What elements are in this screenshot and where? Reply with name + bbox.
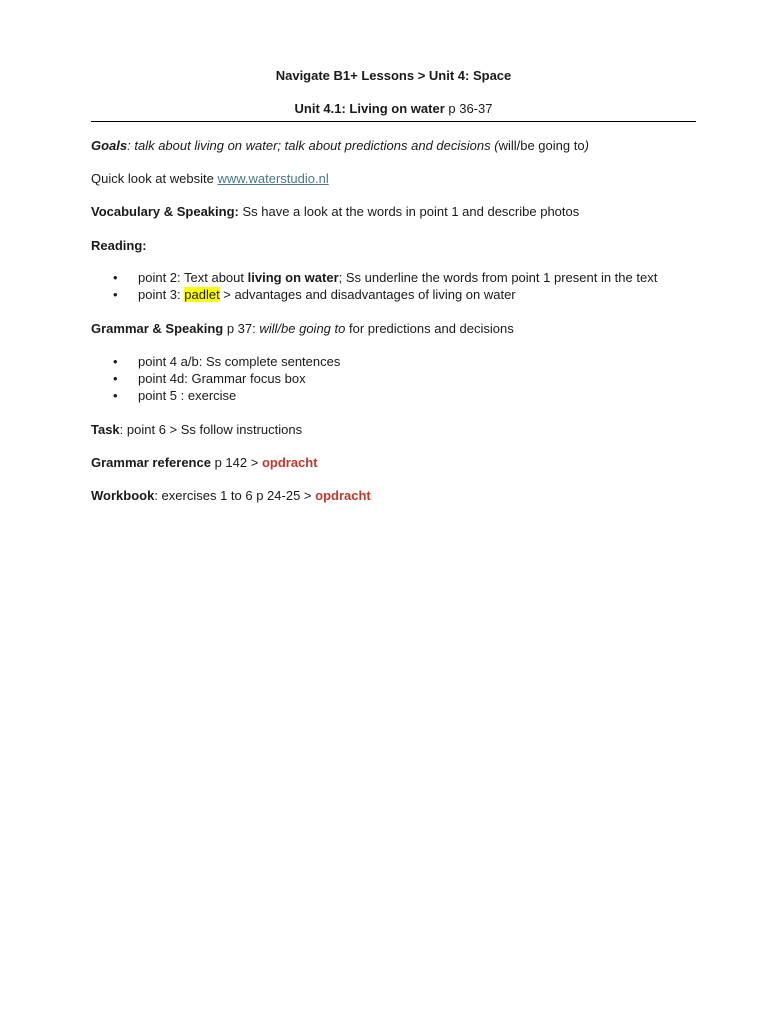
website-prefix: Quick look at website xyxy=(91,171,218,186)
bullet-icon: • xyxy=(113,388,118,403)
highlighted-word: padlet xyxy=(184,287,220,302)
list-item xyxy=(91,286,696,303)
grammar-reference-label: Grammar reference xyxy=(91,455,211,470)
task-text: : point 6 > Ss follow instructions xyxy=(119,422,303,437)
list-item-text: point 4 a/b: Ss complete sentences xyxy=(138,354,341,369)
unit-heading-pages: p 36-37 xyxy=(444,101,493,116)
list-item xyxy=(91,387,696,404)
unit-heading-bold: Unit 4.1: Living on water xyxy=(294,101,445,116)
grammar-label: Grammar & Speaking xyxy=(91,321,224,336)
vocab-text: Ss have a look at the words in point 1 and describe photos xyxy=(238,204,580,219)
grammar-list xyxy=(91,353,696,404)
goals-plain: will/be going to xyxy=(498,138,585,153)
list-item-text: ; Ss underline the words from point 1 present in the text xyxy=(338,270,658,285)
bullet-icon: • xyxy=(113,287,118,302)
grammar-reference-text: p 142 > xyxy=(210,455,262,470)
list-item-bold: living on water xyxy=(247,270,339,285)
task-line xyxy=(91,420,696,440)
bullet-icon: • xyxy=(113,270,118,285)
list-item xyxy=(91,269,696,286)
reading-label: Reading: xyxy=(91,238,147,253)
list-item-text: point 2: Text about xyxy=(138,270,248,285)
reading-heading xyxy=(91,236,696,256)
goals-close: ) xyxy=(584,138,589,153)
page-title: Navigate B1+ Lessons > Unit 4: Space xyxy=(275,68,512,83)
workbook-label: Workbook xyxy=(91,488,155,503)
unit-heading xyxy=(91,99,696,122)
goals-text: : talk about living on water; talk about predictions and decisions ( xyxy=(127,138,499,153)
list-item xyxy=(91,353,696,370)
grammar-pre: p 37: xyxy=(223,321,260,336)
list-item-text: point 5 : exercise xyxy=(138,388,237,403)
goals-label: Goals xyxy=(91,138,128,153)
goals-line xyxy=(91,136,696,156)
vocab-label: Vocabulary & Speaking: xyxy=(91,204,239,219)
reading-list xyxy=(91,269,696,303)
grammar-italic: will/be going to xyxy=(259,321,346,336)
grammar-reference-link[interactable]: opdracht xyxy=(261,455,318,470)
grammar-reference-line xyxy=(91,453,696,473)
list-item-text: point 4d: Grammar focus box xyxy=(138,371,306,386)
grammar-post: for predictions and decisions xyxy=(345,321,514,336)
workbook-text: : exercises 1 to 6 p 24-25 > xyxy=(154,488,316,503)
workbook-link[interactable]: opdracht xyxy=(315,488,371,503)
website-line xyxy=(91,169,696,189)
bullet-icon: • xyxy=(113,371,118,386)
vocab-line xyxy=(91,202,696,222)
grammar-line xyxy=(91,319,696,339)
list-item-text: > advantages and disadvantages of living on water xyxy=(219,287,516,302)
document-page xyxy=(91,66,696,506)
website-link[interactable]: www.waterstudio.nl xyxy=(217,171,329,186)
bullet-icon: • xyxy=(113,354,118,369)
list-item-text: point 3: xyxy=(138,287,185,302)
list-item xyxy=(91,370,696,387)
task-label: Task xyxy=(91,422,120,437)
workbook-line xyxy=(91,486,696,506)
